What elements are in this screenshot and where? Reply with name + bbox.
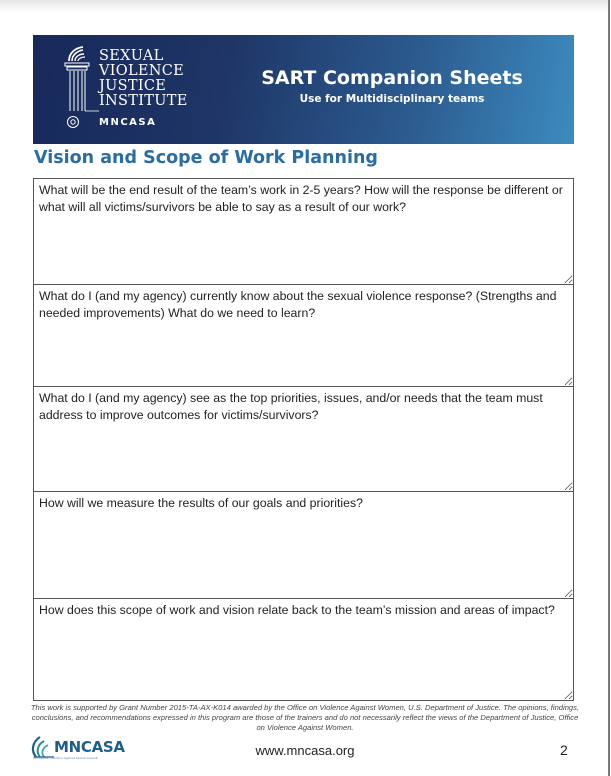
header-banner <box>33 35 574 144</box>
banner-title: SART Companion Sheets <box>261 67 523 89</box>
question-text: What do I (and my agency) see as the top priorities, issues, and/or needs that the team must address to improve outcomes for victims/survivors? <box>39 391 543 422</box>
page-number: 2 <box>560 742 568 758</box>
page-title: Vision and Scope of Work Planning <box>34 148 378 168</box>
logo-line-1: SEXUAL <box>99 48 164 64</box>
question-text: How will we measure the results of our goals and priorities? <box>39 496 363 510</box>
question-row <box>34 179 573 284</box>
website-link[interactable]: www.mncasa.org <box>255 743 355 758</box>
answer-field[interactable] <box>34 514 573 598</box>
question-row <box>34 284 573 386</box>
footer-logo-text: MNCASA <box>54 738 125 756</box>
answer-field[interactable] <box>34 427 573 491</box>
logo-line-2: VIOLENCE <box>99 63 185 79</box>
footer-logo-tagline: Minnesota Coalition Against Sexual Assault <box>33 756 98 760</box>
page-top-shadow <box>0 0 609 12</box>
question-text: What do I (and my agency) currently know about the sexual violence response? (Strengths and needed improvements) What do we need to learn? <box>39 289 557 320</box>
question-text: What will be the end result of the team’s work in 2-5 years? How will the response be different or what will all victims/survivors be able to say as a result of our work? <box>39 183 563 214</box>
logo-line-3: JUSTICE <box>99 78 167 94</box>
answer-field[interactable] <box>34 325 573 386</box>
logo-line-4: INSTITUTE <box>99 93 188 109</box>
torch-pillar-icon <box>59 45 99 137</box>
svji-logo <box>59 45 219 137</box>
grant-disclaimer: This work is supported by Grant Number 2015-TA-AX-K014 awarded by the Office on Violence Against Women, U.S. Department of Justice. The opinions, findings, conclusions, and recommendations expressed in this program are those of the trainers and do not necessarily reflect the views of the Department of Justice, Office on Violence Against Women. <box>30 703 580 732</box>
planning-form <box>33 178 574 701</box>
question-text: How does this scope of work and vision relate back to the team’s mission and areas of impact? <box>39 603 555 617</box>
answer-field[interactable] <box>34 219 573 284</box>
question-row <box>34 491 573 598</box>
question-row <box>34 386 573 491</box>
logo-subtext: MNCASA <box>99 117 157 128</box>
mncasa-footer-logo <box>30 735 140 765</box>
page-edge <box>608 0 610 776</box>
question-row <box>34 598 573 700</box>
answer-field[interactable] <box>34 639 573 700</box>
banner-subtitle: Use for Multidisciplinary teams <box>299 93 485 105</box>
